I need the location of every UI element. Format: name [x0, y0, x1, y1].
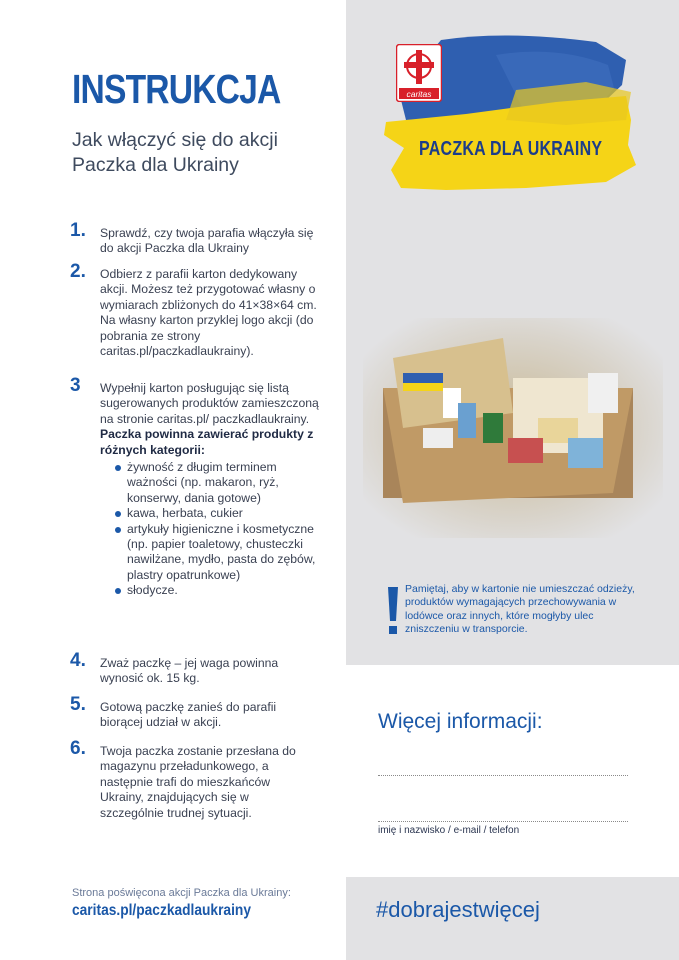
more-info-heading: Więcej informacji:: [378, 710, 543, 733]
step-3: [70, 375, 340, 656]
step-1: [70, 220, 340, 267]
list-item: artykuły higieniczne i kosmetyczne (np. papier toaletowy, chusteczki nawilżane, mydło, pasta do zębów, plastry opatrunkowe): [115, 522, 330, 584]
category-list: [100, 460, 330, 599]
step-emphasis: Paczka powinna zawierać produkty z różnych kategorii:: [100, 427, 314, 457]
campaign-name: PACZKA DLA UKRAINY: [419, 138, 603, 160]
list-item: kawa, herbata, cukier: [115, 506, 330, 521]
campaign-website-link[interactable]: caritas.pl/paczkadlaukrainy: [72, 902, 251, 919]
bullet-dot-icon: [115, 527, 121, 533]
step-5: [70, 694, 340, 744]
step-text: Gotową paczkę zanieś do parafii biorącej udział w akcji.: [100, 700, 277, 730]
steps-list: [70, 220, 340, 834]
packing-warning: Pamiętaj, aby w kartonie nie umieszczać odzieży, produktów wymagających przechowywania w lodówce oraz innych, które mogłyby ulec zniszczeniu w transporcie.: [405, 583, 635, 636]
bullet-dot-icon: [115, 465, 121, 471]
subtitle-line-2: Paczka dla Ukrainy: [72, 154, 239, 176]
step-number: 3: [70, 375, 81, 396]
step-number: 2.: [70, 261, 86, 282]
step-text: Sprawdź, czy twoja parafia włączyła się do akcji Paczka dla Ukrainy: [100, 226, 314, 256]
step-number: 5.: [70, 694, 86, 715]
page-subtitle: [72, 128, 332, 178]
step-text: Twoja paczka zostanie przesłana do magazynu przeładunkowego, a następnie trafi do mieszkańców Ukrainy, znajdujących się w szczególnie trudnej sytuacji.: [100, 744, 296, 820]
step-4: [70, 650, 340, 700]
list-item: słodycze.: [115, 583, 330, 598]
step-number: 6.: [70, 738, 86, 759]
contact-line-1: [378, 775, 628, 776]
caritas-wordmark: caritas: [406, 89, 432, 99]
contact-panel: [346, 665, 679, 877]
bullet-dot-icon: [115, 588, 121, 594]
contact-line-2: [378, 821, 628, 822]
package-photo: [363, 318, 663, 538]
step-6: [70, 738, 340, 834]
subtitle-line-1: Jak włączyć się do akcji: [72, 129, 278, 151]
bullet-dot-icon: [115, 511, 121, 517]
page-title: INSTRUKCJA: [72, 66, 281, 112]
caritas-logo-icon: [396, 44, 442, 102]
step-number: 1.: [70, 220, 86, 241]
contact-label: imię i nazwisko / e-mail / telefon: [378, 825, 520, 836]
step-text: Zważ paczkę – jej waga powinna wynosić ok. 15 kg.: [100, 656, 279, 686]
campaign-hashtag: #dobrajestwięcej: [376, 897, 540, 922]
step-text: Wypełnij karton posługując się listą sugerowanych produktów zamieszczoną na stronie caritas.pl/ paczkadlaukrainy.: [100, 381, 319, 426]
list-item: żywność z długim terminem ważności (np. makaron, ryż, konserwy, dania gotowe): [115, 460, 330, 506]
step-text: Odbierz z parafii karton dedykowany akcji. Możesz też przygotować własny o wymiarach zbliżonych do 41×38×64 cm. Na własny karton przyklej logo akcji (do pobrania ze strony caritas.pl/paczkadlaukrainy).: [100, 267, 317, 359]
footer-label: Strona poświęcona akcji Paczka dla Ukrainy:: [72, 887, 291, 899]
step-number: 4.: [70, 650, 86, 671]
step-2: [70, 261, 340, 381]
